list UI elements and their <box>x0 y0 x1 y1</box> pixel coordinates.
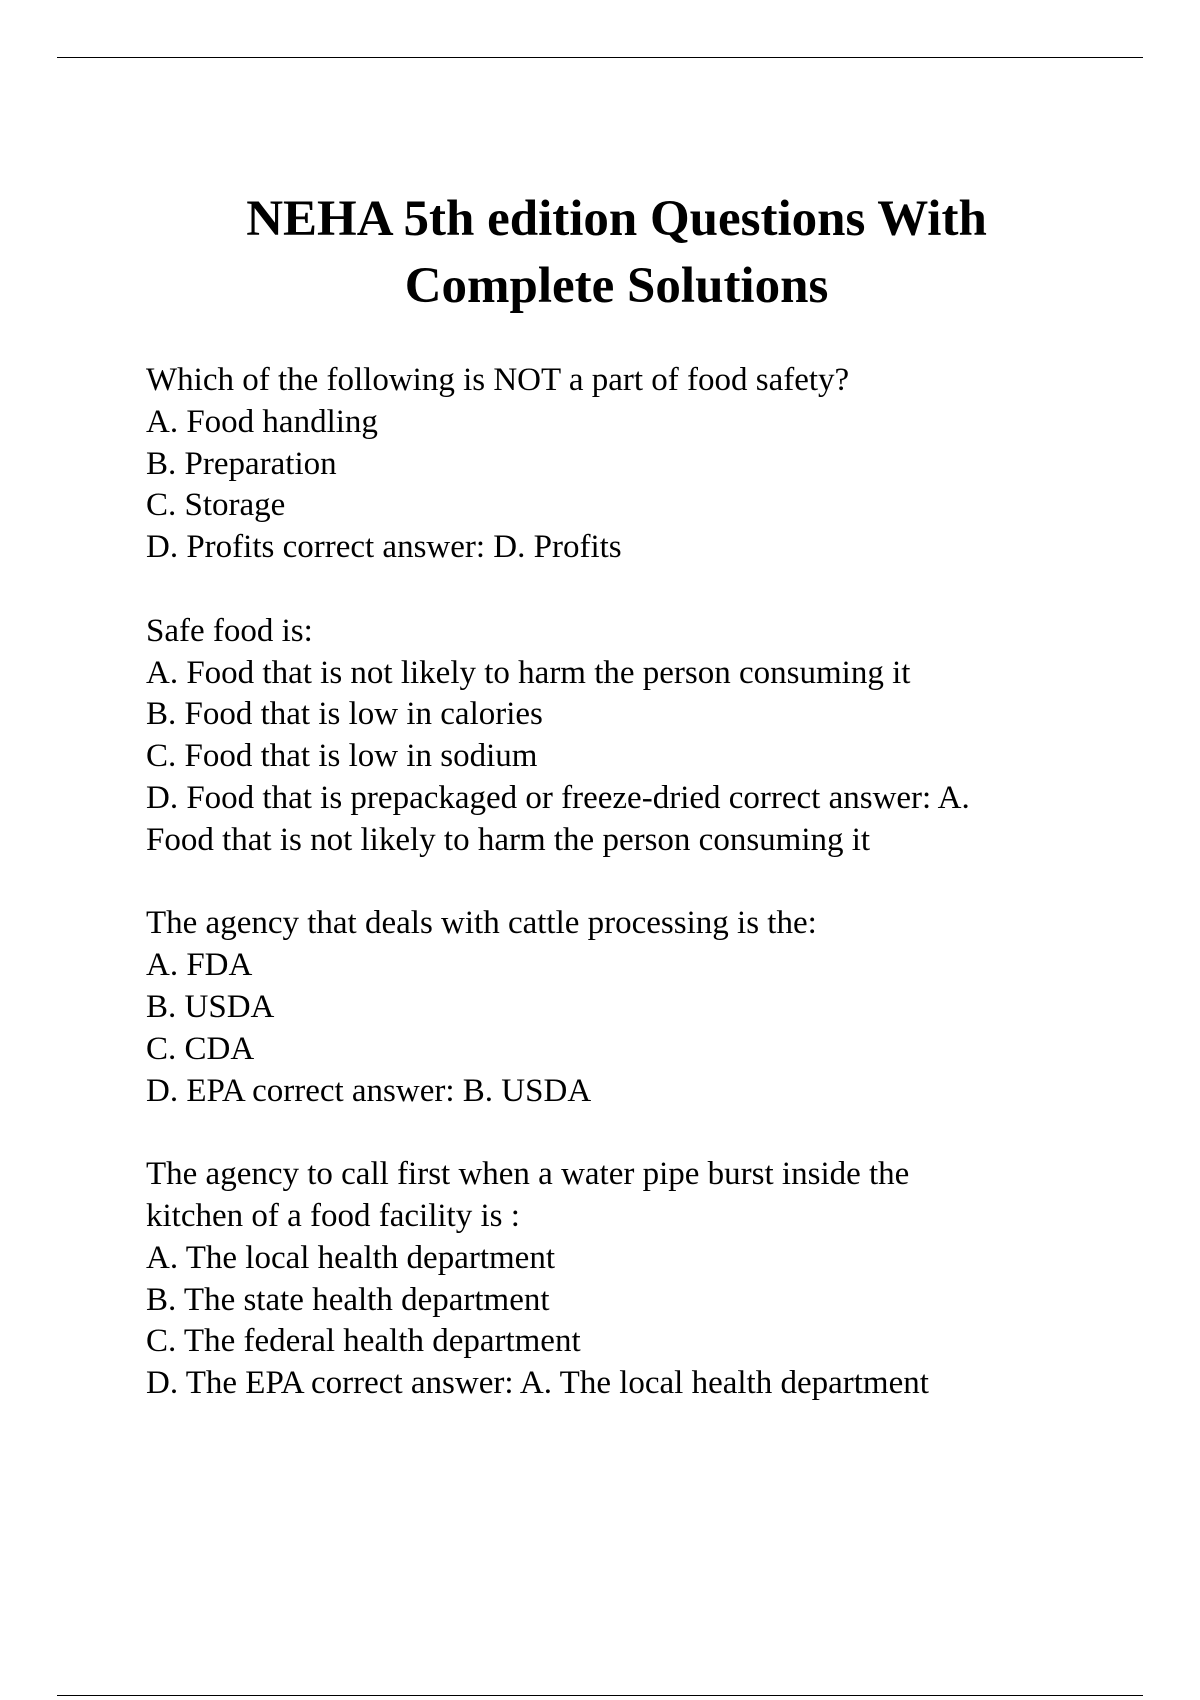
top-divider <box>57 57 1143 58</box>
title-line-2: Complete Solutions <box>404 258 829 314</box>
question-text: Safe food is: <box>146 612 313 649</box>
option-a: A. FDA <box>146 947 253 984</box>
question-text: The agency to call first when a water pipe burst inside the <box>146 1156 910 1193</box>
title-line-1: NEHA 5th edition Questions With <box>246 191 987 247</box>
option-c: C. Storage <box>146 487 286 524</box>
answer-continuation: Food that is not likely to harm the person consuming it <box>146 821 871 858</box>
option-c: C. Food that is low in sodium <box>146 738 538 775</box>
option-b: B. USDA <box>146 988 275 1025</box>
option-d-with-answer: D. EPA correct answer: B. USDA <box>146 1072 592 1109</box>
option-d-with-answer: D. Profits correct answer: D. Profits <box>146 529 622 566</box>
option-a: A. Food handling <box>146 403 378 440</box>
question-text: The agency that deals with cattle processing is the: <box>146 905 817 942</box>
option-a: A. The local health department <box>146 1239 555 1276</box>
option-c: C. CDA <box>146 1030 255 1067</box>
option-a: A. Food that is not likely to harm the person consuming it <box>146 654 911 691</box>
question-block-1 <box>146 360 1086 569</box>
bottom-divider <box>57 1695 1143 1696</box>
option-d-with-answer: D. Food that is prepackaged or freeze-dried correct answer: A. <box>146 779 970 816</box>
question-block-2 <box>146 611 1086 862</box>
question-text-continuation: kitchen of a food facility is : <box>146 1197 520 1234</box>
option-c: C. The federal health department <box>146 1323 581 1360</box>
question-text: Which of the following is NOT a part of food safety? <box>146 362 850 398</box>
option-b: B. Preparation <box>146 445 337 482</box>
question-block-3 <box>146 903 1086 1112</box>
option-b: B. The state health department <box>146 1281 550 1318</box>
option-b: B. Food that is low in calories <box>146 696 543 733</box>
page-title <box>0 186 1200 320</box>
questions-list <box>146 360 1086 1447</box>
option-d-with-answer: D. The EPA correct answer: A. The local health department <box>146 1365 929 1402</box>
question-block-4 <box>146 1154 1086 1405</box>
